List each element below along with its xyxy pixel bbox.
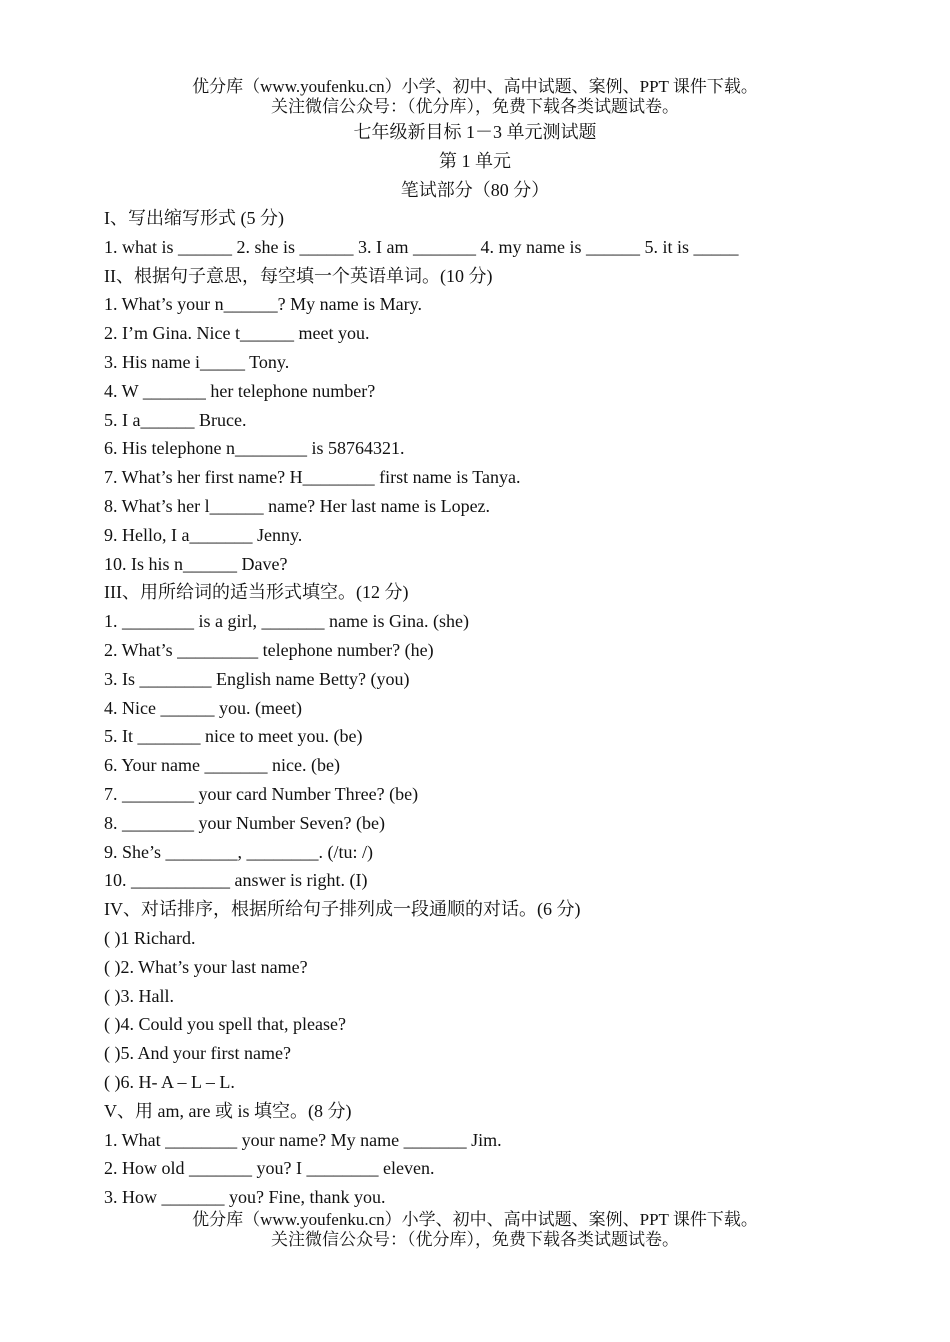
section-4-item: ( )3. Hall. <box>104 985 174 1006</box>
section-3-item: 2. What’s _________ telephone number? (he) <box>104 639 434 660</box>
section-2-item: 10. Is his n______ Dave? <box>104 553 288 574</box>
section-1-heading: I、写出缩写形式 (5 分) <box>104 208 284 228</box>
section-1-item: 1. what is ______ 2. she is ______ 3. I am _______ 4. my name is ______ 5. it is _____ <box>104 236 739 257</box>
section-4-item: ( )5. And your first name? <box>104 1043 291 1064</box>
part-title: 笔试部分（80 分） <box>400 180 550 200</box>
section-4-item: ( )2. What’s your last name? <box>104 956 308 977</box>
section-3-item: 7. ________ your card Number Three? (be) <box>104 783 419 804</box>
section-2-item: 3. His name i_____ Tony. <box>104 351 290 372</box>
section-3-item: 1. ________ is a girl, _______ name is Gina. (she) <box>104 611 469 632</box>
section-2-item: 6. His telephone n________ is 58764321. <box>104 438 405 459</box>
section-2-item: 1. What’s your n______? My name is Mary. <box>104 294 422 315</box>
section-3-item: 8. ________ your Number Seven? (be) <box>104 812 385 833</box>
section-3-item: 6. Your name _______ nice. (be) <box>104 755 340 776</box>
page-footer <box>0 1210 950 1250</box>
header-line-1: 优分库（www.youfenku.cn）小学、初中、高中试题、案例、PPT 课件下载。 <box>192 77 758 96</box>
section-4-item: ( )6. H- A – L – L. <box>104 1071 235 1092</box>
section-2-item: 9. Hello, I a_______ Jenny. <box>104 524 303 545</box>
exam-title: 七年级新目标 1－3 单元测试题 <box>353 122 597 142</box>
section-5-item: 1. What ________ your name? My name _______ Jim. <box>104 1129 502 1150</box>
footer-line-1: 优分库（www.youfenku.cn）小学、初中、高中试题、案例、PPT 课件下载。 <box>192 1210 758 1229</box>
section-3-item: 10. ___________ answer is right. (I) <box>104 870 368 891</box>
header-line-2: 关注微信公众号：（优分库），免费下载各类试题试卷。 <box>271 97 679 116</box>
section-5-item: 2. How old _______ you? I ________ eleven. <box>104 1158 435 1179</box>
section-5-heading: V、用 am, are 或 is 填空。(8 分) <box>104 1100 352 1121</box>
section-2-item: 8. What’s her l______ name? Her last name is Lopez. <box>104 495 491 516</box>
footer-line-2: 关注微信公众号：（优分库），免费下载各类试题试卷。 <box>271 1230 679 1249</box>
exam-content <box>104 204 904 1212</box>
unit-title: 第 1 单元 <box>439 151 511 171</box>
section-4-item: ( )1 Richard. <box>104 927 196 948</box>
section-3-item: 4. Nice ______ you. (meet) <box>104 697 302 718</box>
section-2-item: 5. I a______ Bruce. <box>104 409 247 430</box>
section-2-heading: II、根据句子意思，每空填一个英语单词。(10 分) <box>104 265 493 286</box>
section-5-item: 3. How _______ you? Fine, thank you. <box>104 1187 386 1208</box>
section-3-item: 9. She’s ________, ________. (/tu: /) <box>104 841 373 862</box>
section-2-item: 7. What’s her first name? H________ first name is Tanya. <box>104 467 521 488</box>
section-3-heading: III、用所给词的适当形式填空。(12 分) <box>104 582 409 603</box>
title-block <box>0 118 950 205</box>
section-4-item: ( )4. Could you spell that, please? <box>104 1014 346 1035</box>
section-4-heading: IV、对话排序，根据所给句子排列成一段通顺的对话。(6 分) <box>104 899 581 920</box>
page-header <box>0 77 950 117</box>
section-3-item: 3. Is ________ English name Betty? (you) <box>104 668 410 689</box>
section-2-item: 2. I’m Gina. Nice t______ meet you. <box>104 323 370 344</box>
section-2-item: 4. W _______ her telephone number? <box>104 380 376 401</box>
section-3-item: 5. It _______ nice to meet you. (be) <box>104 726 363 747</box>
